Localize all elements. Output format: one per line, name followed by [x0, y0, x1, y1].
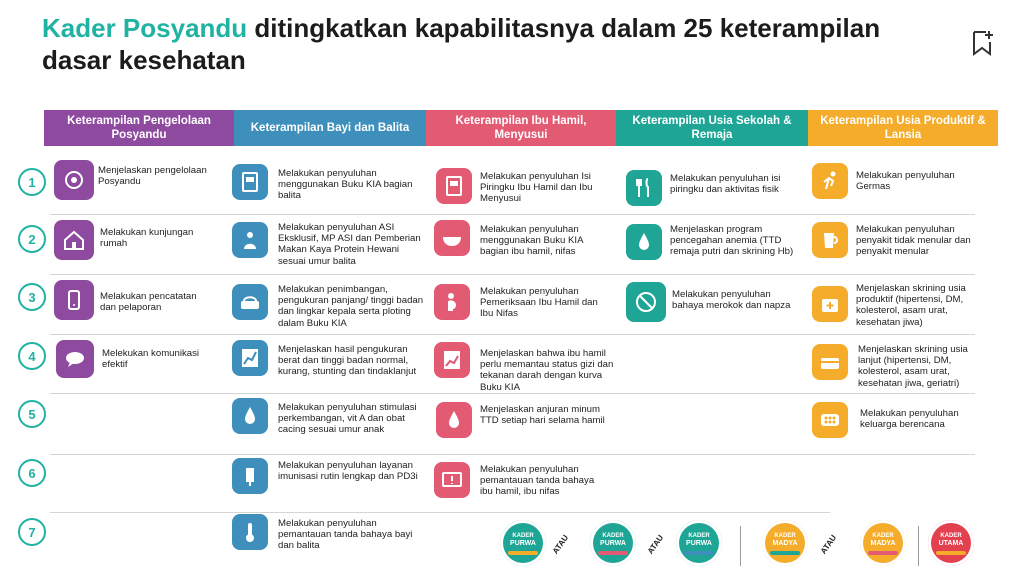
badge-ribbon — [684, 551, 714, 555]
badge-ribbon — [936, 551, 966, 555]
skill-cell: Melakukan penyuluhan layanan imunisasi rutin lengkap dan PD3i — [278, 460, 418, 483]
fork-knife-icon — [626, 170, 662, 206]
skill-cell: Melakukan penyuluhan menggunakan Buku KIA bagian balita — [278, 168, 413, 202]
atau-label: ATAU — [645, 533, 666, 556]
skill-cell: Menjelaskan skrining usia produktif (hipertensi, DM, kolesterol, asam urat, kesehatan jiwa) — [856, 283, 966, 328]
skill-cell: Melakukan penyuluhan pemantauan tanda bahaya ibu hamil, ibu nifas — [480, 464, 595, 498]
food-bowl-icon — [434, 220, 470, 256]
skill-cell: Melakukan pencatatan dan pelaporan — [100, 291, 197, 314]
header-usia-produktif: Keterampilan Usia Produktif & Lansia — [808, 110, 998, 146]
badge-ribbon — [508, 551, 538, 555]
badge-kader-purwa — [676, 520, 722, 566]
skill-cell: Melakukan penyuluhan bahaya merokok dan napza — [672, 289, 791, 312]
row-divider — [50, 512, 830, 513]
atau-label: ATAU — [550, 533, 571, 556]
row-number: 1 — [18, 168, 46, 196]
badge-label-name: MADYA — [772, 539, 798, 547]
badge-label-top: KADER — [872, 532, 894, 539]
skill-cell: Melakukan penyuluhan isi piringku dan aktivitas fisik — [670, 173, 781, 196]
no-smoking-icon — [626, 282, 666, 322]
skill-cell: Menjelaskan program pencegahan anemia (TTD remaja putri dan skrining Hb) — [670, 224, 794, 258]
header-usia-sekolah: Keterampilan Usia Sekolah & Remaja — [616, 110, 808, 146]
bookmark-add-icon[interactable] — [970, 30, 994, 56]
row-divider — [50, 454, 975, 455]
vaccine-icon — [232, 458, 268, 494]
skill-cell: Menjelaskan bahwa ibu hamil perlu memantau status gizi dan tekanan darah dengan kurva Buku KIA — [480, 348, 614, 393]
thermometer-icon — [232, 514, 268, 550]
header-pengelolaan-posyandu: Keterampilan Pengelolaan Posyandu — [44, 110, 234, 146]
badge-label-name: UTAMA — [938, 539, 964, 547]
row-number: 2 — [18, 225, 46, 253]
row-number: 7 — [18, 518, 46, 546]
skill-cell: Melakukan kunjungan rumah — [100, 227, 194, 250]
skill-cell: Menjelaskan skrining usia lanjut (hipertensi, DM, kolesterol, asam urat, kesehatan jiwa, geriatri) — [858, 344, 968, 389]
title-rest: ditingkatkan kapabilitasnya dalam 25 keterampilan dasar kesehatan — [42, 13, 881, 75]
skill-cell: Menjelaskan pengelolaan Posyandu — [98, 165, 207, 188]
badge-label-top: KADER — [774, 532, 796, 539]
badge-label-top: KADER — [512, 532, 534, 539]
chat-bubbles-icon — [56, 340, 94, 378]
breastfeeding-icon — [232, 222, 268, 258]
medical-cup-icon — [812, 222, 848, 258]
page-title — [42, 12, 942, 76]
medicine-drop-icon — [232, 398, 268, 434]
running-person-icon — [812, 163, 848, 199]
badge-kader-purwa — [590, 520, 636, 566]
skill-cell: Melakukan penyuluhan menggunakan Buku KIA bagian ibu hamil, nifas — [480, 224, 583, 258]
skill-cell: Melekukan komunikasi efektif — [102, 348, 200, 371]
blood-drop-icon — [436, 402, 472, 438]
skill-cell: Menjelaskan anjuran minum TTD setiap hari selama hamil — [480, 404, 605, 427]
title-highlight: Kader Posyandu — [42, 13, 248, 43]
badge-label-name: PURWA — [686, 539, 712, 547]
divider-line — [918, 526, 919, 566]
home-family-icon — [54, 220, 94, 260]
divider-line — [740, 526, 741, 566]
skill-cell: Melakukan penyuluhan keluarga berencana — [860, 408, 959, 431]
skill-cell: Melakukan penyuluhan pemantauan tanda bahaya bayi dan balita — [278, 518, 413, 552]
contraceptive-pills-icon — [812, 402, 848, 438]
pregnant-mother-icon — [434, 284, 470, 320]
skill-cell: Melakukan penyuluhan ASI Eksklusif, MP ASI dan Pemberian Makan Kaya Protein Hewani sesuai umur balita — [278, 222, 421, 267]
badge-kader-madya — [860, 520, 906, 566]
skill-cell: Melakukan penyuluhan stimulasi perkembangan, vit A dan obat cacing sesuai umur anak — [278, 402, 417, 436]
skill-cell: Menjelaskan hasil pengukuran berat dan tinggi badan normal, kurang, stunting dan tindaklanjut — [278, 344, 417, 378]
row-divider — [50, 214, 975, 215]
first-aid-kit-icon — [812, 286, 848, 322]
kia-book-icon — [436, 168, 472, 204]
atau-label: ATAU — [818, 533, 839, 556]
skill-cell: Melakukan penyuluhan penyakit tidak menular dan penyakit menular — [856, 224, 971, 258]
badge-kader-purwa — [500, 520, 546, 566]
gear-cycle-icon — [54, 160, 94, 200]
mobile-report-icon — [54, 280, 94, 320]
food-box-icon — [812, 344, 848, 380]
badge-label-name: PURWA — [600, 539, 626, 547]
chart-icon — [434, 342, 470, 378]
blood-drop-icon — [626, 224, 662, 260]
header-bayi-balita: Keterampilan Bayi dan Balita — [234, 110, 426, 146]
badge-label-top: KADER — [602, 532, 624, 539]
row-divider — [50, 274, 975, 275]
row-divider — [50, 393, 975, 394]
skill-cell: Melakukan penimbangan, pengukuran panjang/ tinggi badan dan lingkar kepala serta ploting dalam Buku KIA — [278, 284, 424, 329]
warning-monitor-icon — [434, 462, 470, 498]
badge-ribbon — [598, 551, 628, 555]
row-number: 5 — [18, 400, 46, 428]
row-divider — [50, 334, 975, 335]
row-number: 3 — [18, 283, 46, 311]
badge-ribbon — [868, 551, 898, 555]
badge-label-name: MADYA — [870, 539, 896, 547]
growth-chart-icon — [232, 340, 268, 376]
kia-book-icon — [232, 164, 268, 200]
badge-kader-utama — [928, 520, 974, 566]
header-ibu-hamil: Keterampilan Ibu Hamil, Menyusui — [426, 110, 616, 146]
row-number: 4 — [18, 342, 46, 370]
skill-cell: Melakukan penyuluhan Pemeriksaan Ibu Hamil dan Ibu Nifas — [480, 286, 598, 320]
badge-label-name: PURWA — [510, 539, 536, 547]
skill-cell: Melakukan penyuluhan Germas — [856, 170, 955, 193]
badge-ribbon — [770, 551, 800, 555]
badge-label-top: KADER — [940, 532, 962, 539]
badge-kader-madya — [762, 520, 808, 566]
badge-label-top: KADER — [688, 532, 710, 539]
skill-cell: Melakukan penyuluhan Isi Piringku Ibu Hamil dan Ibu Menyusui — [480, 171, 593, 205]
weighing-scale-icon — [232, 284, 268, 320]
row-number: 6 — [18, 459, 46, 487]
